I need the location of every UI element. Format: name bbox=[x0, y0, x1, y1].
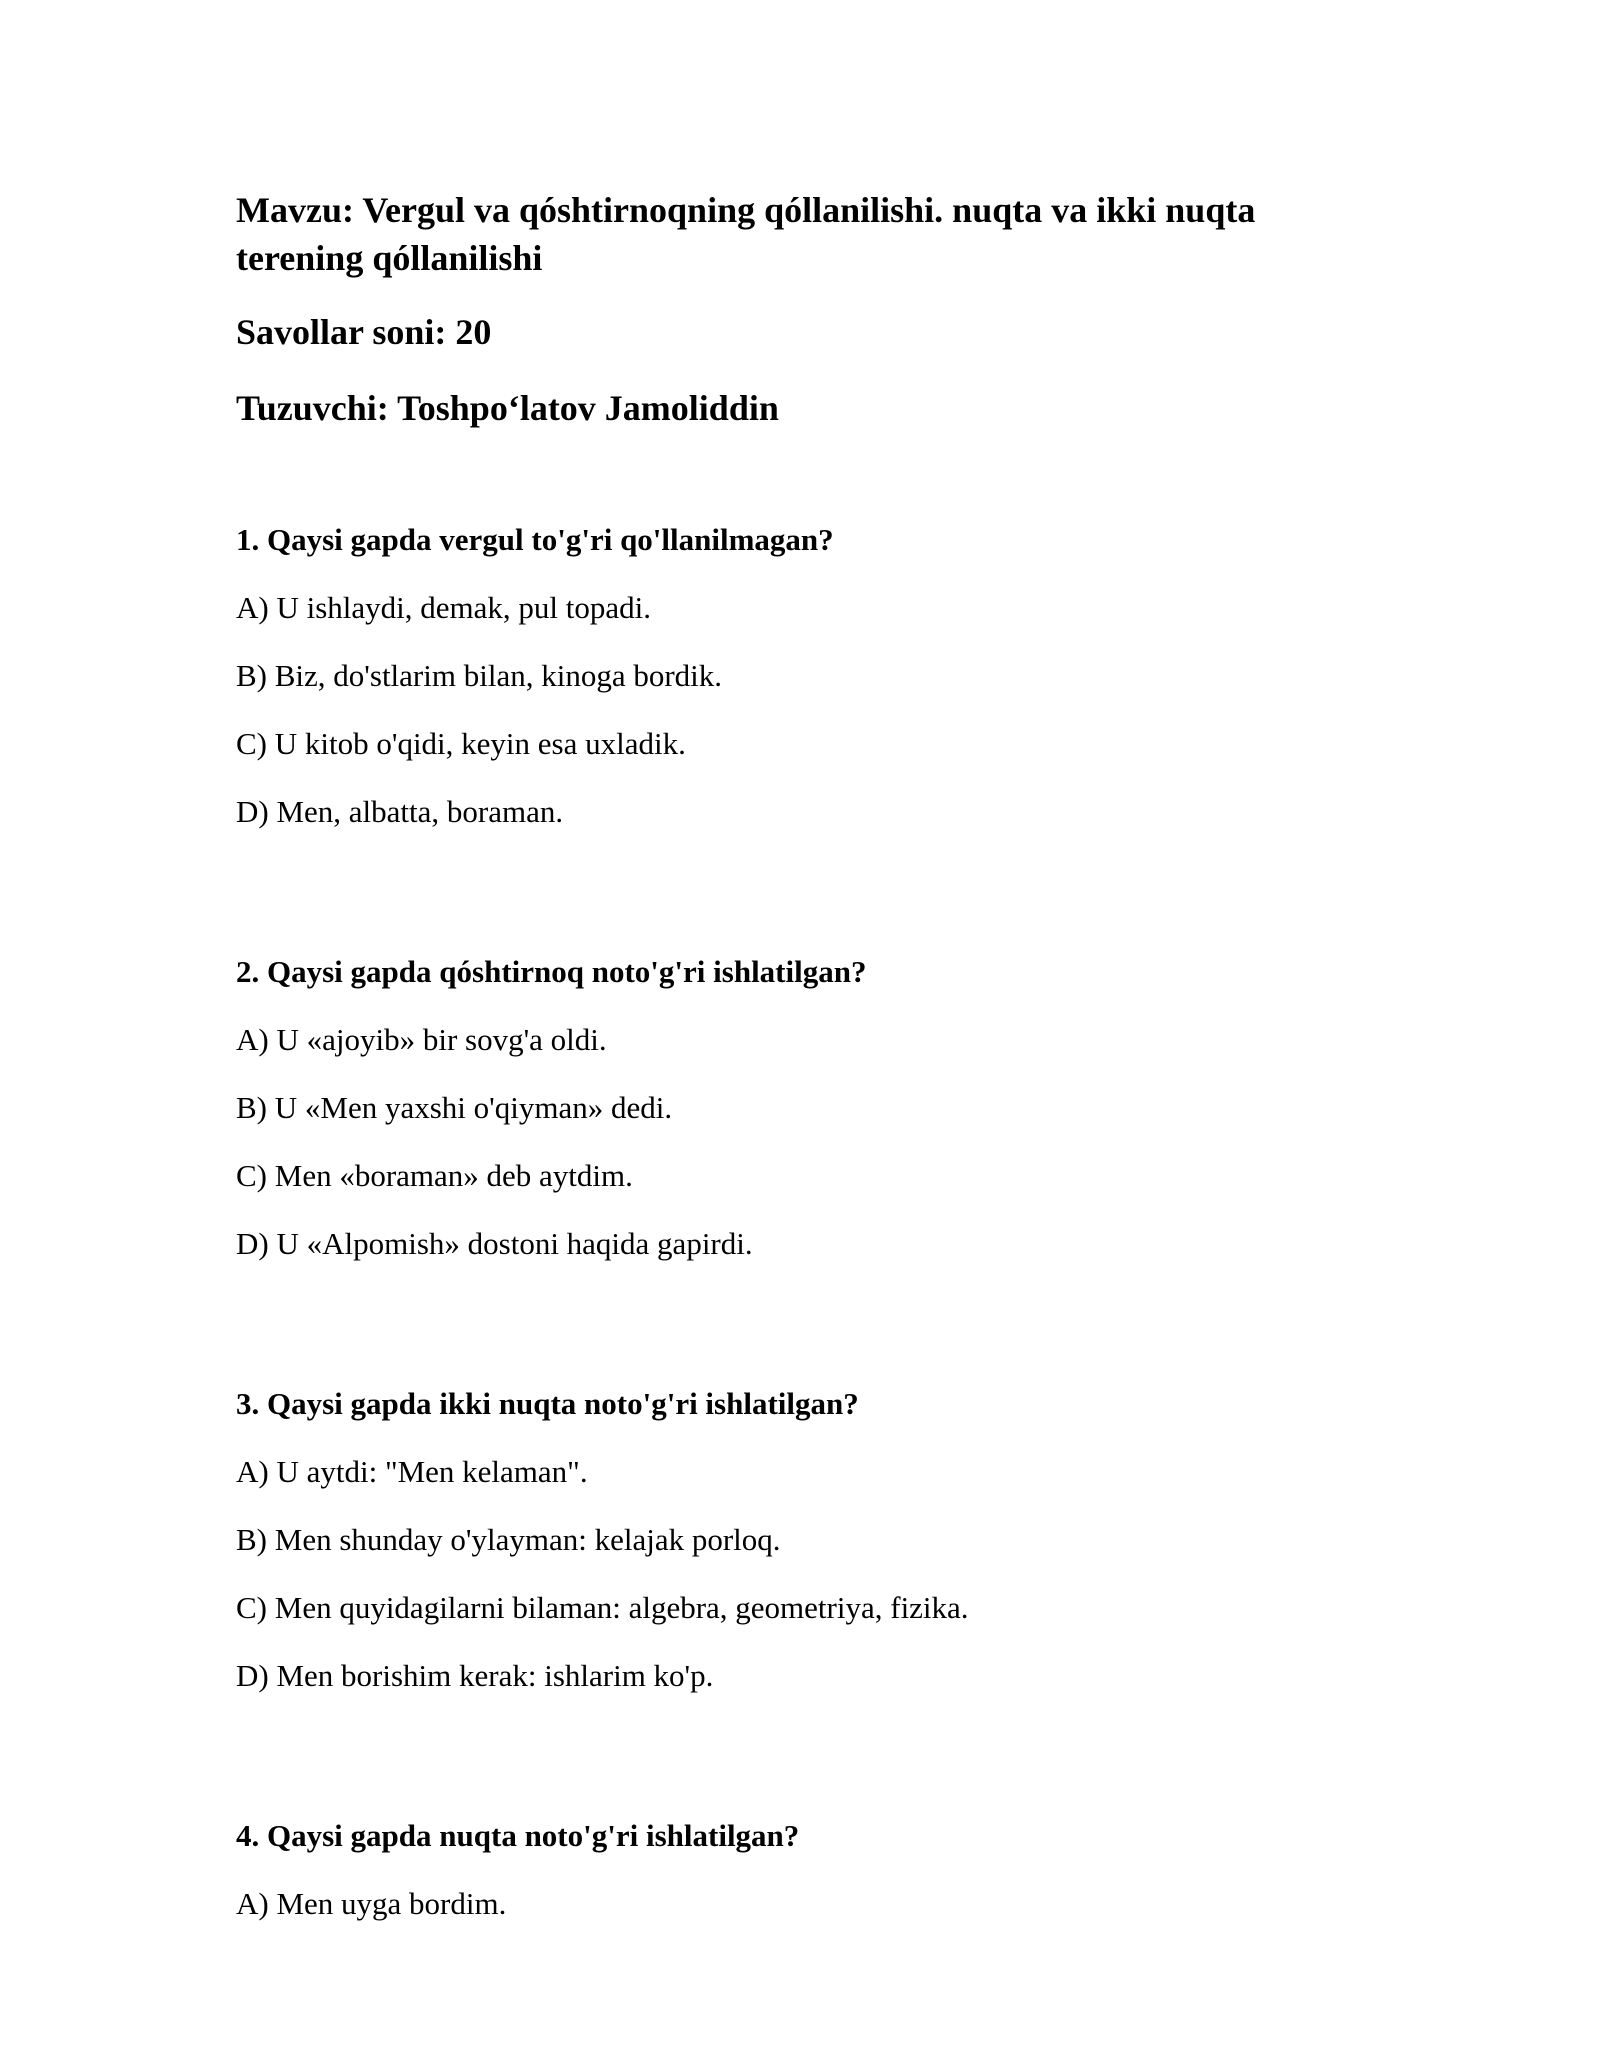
question-count: Savollar soni: 20 bbox=[236, 312, 492, 352]
option-c: C) Men quyidagilarni bilaman: algebra, geometriya, fizika. bbox=[236, 1590, 969, 1625]
option-b: B) U «Men yaxshi o'qiyman» dedi. bbox=[236, 1090, 673, 1125]
question-text: 1. Qaysi gapda vergul to'g'ri qo'llanilmagan? bbox=[236, 522, 834, 557]
option-a: A) U aytdi: "Men kelaman". bbox=[236, 1454, 588, 1489]
question-3 bbox=[236, 1384, 1376, 1696]
option-c: C) U kitob o'qidi, keyin esa uxladik. bbox=[236, 726, 686, 761]
section-spacer bbox=[236, 432, 1376, 520]
option-a: A) U ishlaydi, demak, pul topadi. bbox=[236, 590, 651, 625]
question-4 bbox=[236, 1816, 1376, 1924]
section-spacer bbox=[236, 860, 1376, 952]
option-b: B) Men shunday o'ylayman: kelajak porloq. bbox=[236, 1522, 781, 1557]
option-d: D) Men, albatta, boraman. bbox=[236, 794, 564, 829]
option-c: C) Men «boraman» deb aytdim. bbox=[236, 1158, 633, 1193]
section-spacer bbox=[236, 1292, 1376, 1384]
document-title: Mavzu: Vergul va qóshtirnoqning qóllanilishi. nuqta va ikki nuqta terening qóllanilishi bbox=[236, 190, 1256, 278]
option-a: A) U «ajoyib» bir sovg'a oldi. bbox=[236, 1022, 607, 1057]
document-page bbox=[236, 186, 1376, 1952]
author: Tuzuvchi: Toshpo‘latov Jamoliddin bbox=[236, 388, 779, 428]
question-text: 4. Qaysi gapda nuqta noto'g'ri ishlatilgan? bbox=[236, 1818, 800, 1853]
question-2 bbox=[236, 952, 1376, 1264]
option-d: D) Men borishim kerak: ishlarim ko'p. bbox=[236, 1658, 714, 1693]
question-text: 3. Qaysi gapda ikki nuqta noto'g'ri ishlatilgan? bbox=[236, 1386, 859, 1421]
question-1 bbox=[236, 520, 1376, 832]
section-spacer bbox=[236, 1724, 1376, 1816]
option-a: A) Men uyga bordim. bbox=[236, 1886, 507, 1921]
question-text: 2. Qaysi gapda qóshtirnoq noto'g'ri ishlatilgan? bbox=[236, 954, 867, 989]
option-b: B) Biz, do'stlarim bilan, kinoga bordik. bbox=[236, 658, 723, 693]
option-d: D) U «Alpomish» dostoni haqida gapirdi. bbox=[236, 1226, 753, 1261]
